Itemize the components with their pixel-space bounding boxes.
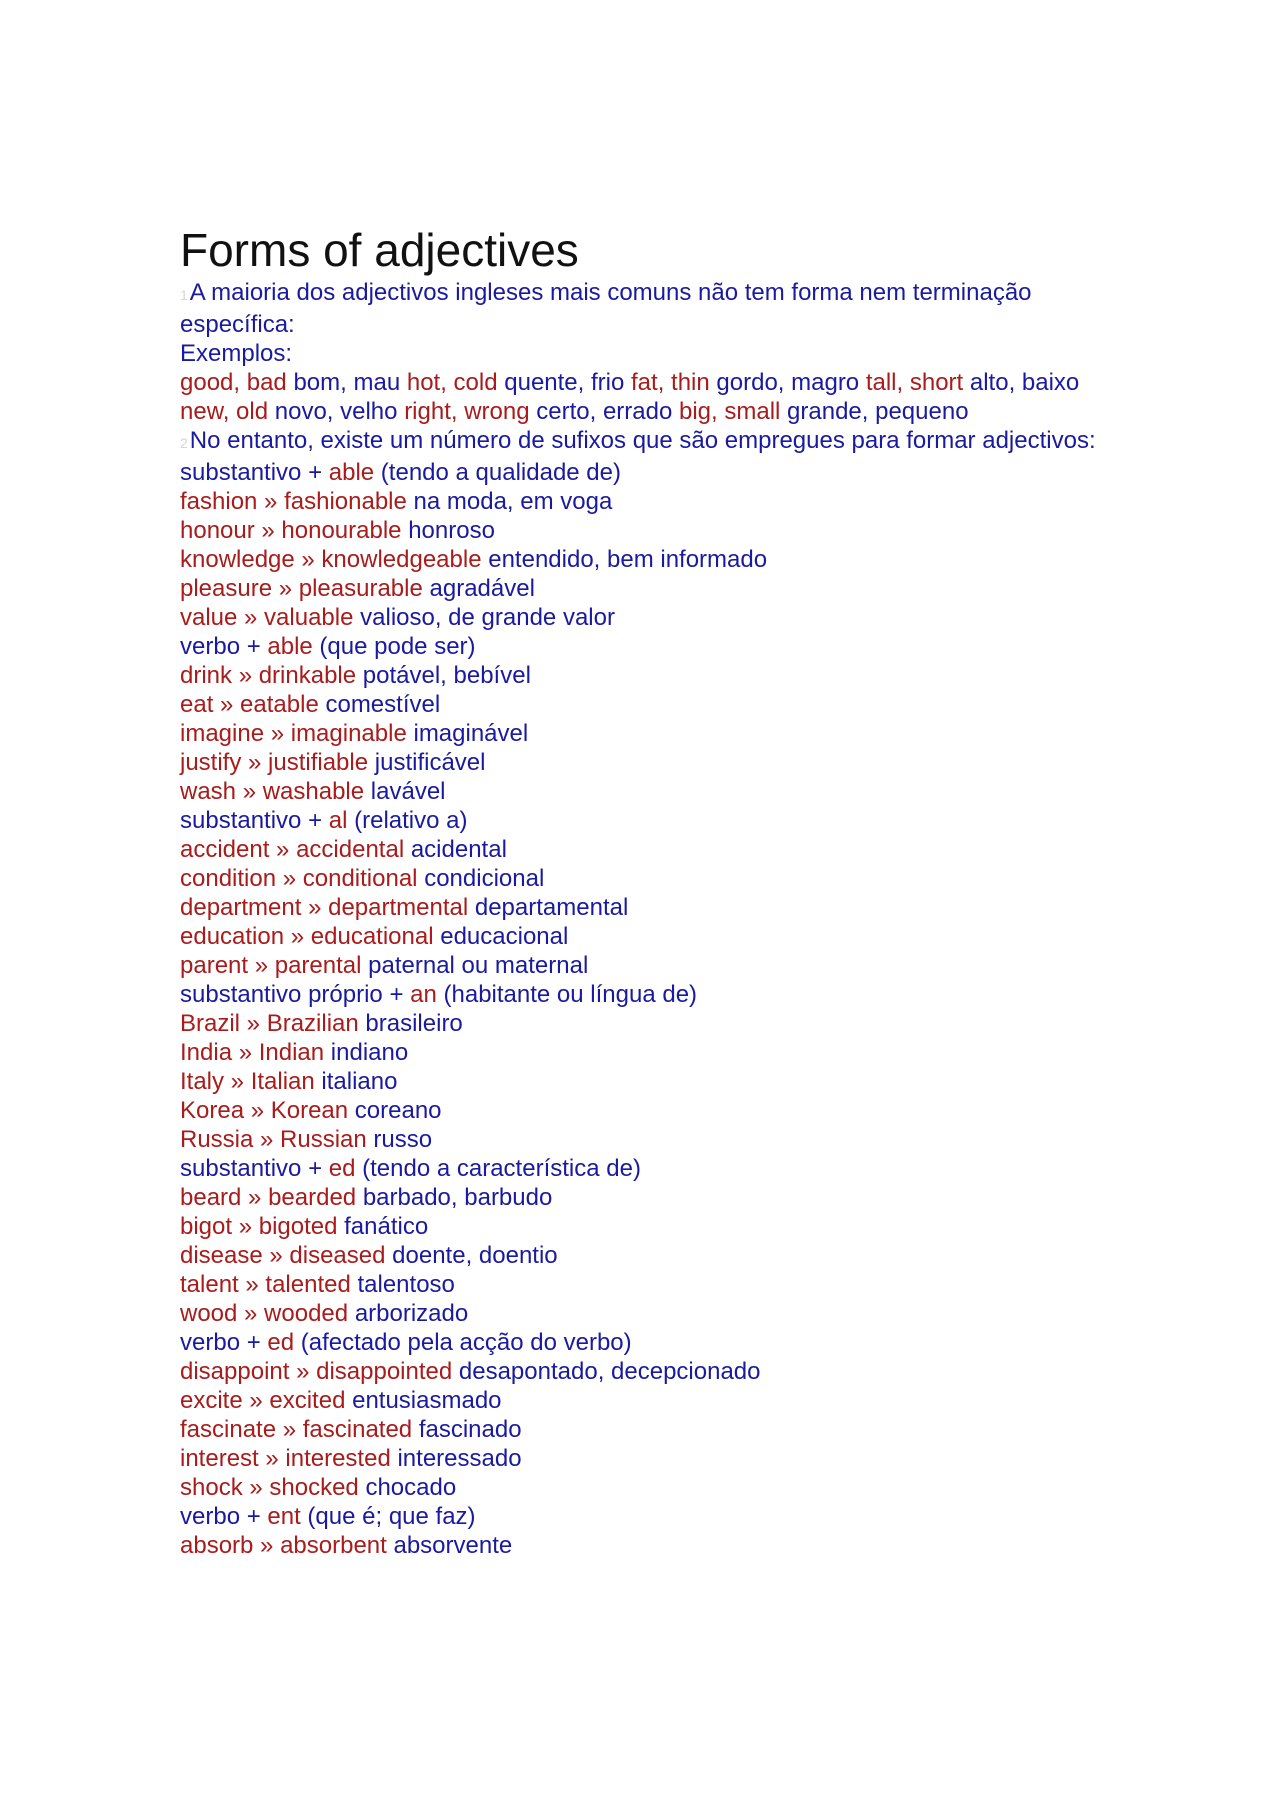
word-entry <box>180 1038 1120 1067</box>
entry-portuguese: absorvente <box>393 1532 513 1559</box>
word-entry <box>180 1386 1120 1415</box>
word-entry <box>180 1067 1120 1096</box>
entry-portuguese: acidental <box>410 836 507 863</box>
entry-english: eat » eatable <box>180 691 319 718</box>
entry-portuguese: lavável <box>370 778 446 805</box>
word-entry <box>180 922 1120 951</box>
note-text: No entanto, existe um número de sufixos que são empregues para formar adjectivos: <box>189 427 1096 454</box>
entry-english: shock » shocked <box>180 1474 359 1501</box>
entry-english: interest » interested <box>180 1445 391 1472</box>
entry-english: imagine » imaginable <box>180 720 407 747</box>
word-entry <box>180 516 1120 545</box>
word-entry <box>180 864 1120 893</box>
suffix-rule-heading <box>180 806 1120 835</box>
entry-english: pleasure » pleasurable <box>180 575 423 602</box>
rule-suffix: able <box>328 459 375 486</box>
entry-english: fashion » fashionable <box>180 488 407 515</box>
example-portuguese: quente, frio <box>504 369 625 396</box>
entry-english: accident » accidental <box>180 836 405 863</box>
entry-portuguese: potável, bebível <box>362 662 531 689</box>
word-entry <box>180 748 1120 777</box>
entry-english: wash » washable <box>180 778 365 805</box>
entry-portuguese: agradável <box>429 575 535 602</box>
word-entry <box>180 1415 1120 1444</box>
example-portuguese: gordo, magro <box>716 369 860 396</box>
entry-english: knowledge » knowledgeable <box>180 546 482 573</box>
word-entry <box>180 1473 1120 1502</box>
entry-portuguese: doente, doentio <box>392 1242 558 1269</box>
example-english: tall, short <box>865 369 964 396</box>
intro-text: A maioria dos adjectivos ingleses mais comuns não tem forma nem terminação específica: <box>180 279 1032 338</box>
entry-portuguese: russo <box>373 1126 433 1153</box>
word-entry <box>180 1183 1120 1212</box>
entry-portuguese: interessado <box>397 1445 522 1472</box>
rule-suffix: ed <box>267 1329 295 1356</box>
example-portuguese: alto, baixo <box>969 369 1080 396</box>
example-english: right, wrong <box>404 398 530 425</box>
entry-portuguese: talentoso <box>357 1271 455 1298</box>
entry-english: department » departmental <box>180 894 469 921</box>
entry-english: Korea » Korean <box>180 1097 349 1124</box>
rule-suffix: al <box>328 807 348 834</box>
example-portuguese: certo, errado <box>536 398 673 425</box>
word-entry <box>180 1270 1120 1299</box>
rule-suffix: ed <box>328 1155 356 1182</box>
word-entry <box>180 1357 1120 1386</box>
entry-english: honour » honourable <box>180 517 402 544</box>
example-english: fat, thin <box>631 369 710 396</box>
entry-portuguese: barbado, barbudo <box>362 1184 553 1211</box>
entry-english: fascinate » fascinated <box>180 1416 413 1443</box>
entry-english: India » Indian <box>180 1039 325 1066</box>
entry-portuguese: comestível <box>325 691 441 718</box>
rule-meaning: (que é; que faz) <box>300 1503 476 1530</box>
document-body <box>180 278 1120 1560</box>
entry-portuguese: imaginável <box>413 720 529 747</box>
entry-portuguese: honroso <box>408 517 495 544</box>
entry-portuguese: justificável <box>374 749 486 776</box>
rule-prefix: verbo + <box>180 1329 268 1356</box>
example-portuguese: grande, pequeno <box>787 398 969 425</box>
entry-english: condition » conditional <box>180 865 418 892</box>
suffix-rule-heading <box>180 1502 1120 1531</box>
entry-portuguese: arborizado <box>354 1300 469 1327</box>
word-entry <box>180 574 1120 603</box>
word-entry <box>180 951 1120 980</box>
page-title: Forms of adjectives <box>180 224 579 276</box>
rule-prefix: substantivo + <box>180 1155 329 1182</box>
rule-meaning: (afectado pela acção do verbo) <box>294 1329 632 1356</box>
entry-portuguese: chocado <box>365 1474 457 1501</box>
example-english: good, bad <box>180 369 287 396</box>
entry-portuguese: fanático <box>344 1213 429 1240</box>
rule-meaning: (tendo a qualidade de) <box>374 459 621 486</box>
rule-suffix: an <box>410 981 437 1008</box>
document-page <box>180 222 1120 1560</box>
rule-prefix: substantivo próprio + <box>180 981 411 1008</box>
paragraph-number: 2 <box>180 435 188 451</box>
word-entry <box>180 487 1120 516</box>
entry-english: wood » wooded <box>180 1300 349 1327</box>
word-entry <box>180 893 1120 922</box>
rule-suffix: able <box>267 633 313 660</box>
word-entry <box>180 1096 1120 1125</box>
intro-paragraph <box>180 278 1120 339</box>
entry-english: excite » excited <box>180 1387 346 1414</box>
word-entry <box>180 603 1120 632</box>
entry-portuguese: coreano <box>354 1097 442 1124</box>
suffix-rule-heading <box>180 1328 1120 1357</box>
entry-portuguese: italiano <box>321 1068 398 1095</box>
entry-portuguese: fascinado <box>418 1416 522 1443</box>
example-english: big, small <box>679 398 781 425</box>
example-portuguese: bom, mau <box>293 369 401 396</box>
entry-english: talent » talented <box>180 1271 351 1298</box>
example-english: hot, cold <box>406 369 498 396</box>
word-entry <box>180 1531 1120 1560</box>
entry-english: Brazil » Brazilian <box>180 1010 359 1037</box>
example-portuguese: novo, velho <box>274 398 398 425</box>
suffix-rule-heading <box>180 632 1120 661</box>
entry-english: Italy » Italian <box>180 1068 315 1095</box>
entry-english: value » valuable <box>180 604 354 631</box>
word-entry <box>180 1212 1120 1241</box>
example-english: new, old <box>180 398 269 425</box>
entry-portuguese: paternal ou maternal <box>368 952 589 979</box>
entry-english: bigot » bigoted <box>180 1213 338 1240</box>
note-paragraph <box>180 426 1120 458</box>
rule-meaning: (que pode ser) <box>312 633 476 660</box>
entry-english: beard » bearded <box>180 1184 357 1211</box>
word-entry <box>180 1299 1120 1328</box>
entry-english: absorb » absorbent <box>180 1532 387 1559</box>
word-entry <box>180 690 1120 719</box>
entry-portuguese: brasileiro <box>365 1010 463 1037</box>
entry-portuguese: indiano <box>330 1039 409 1066</box>
word-entry <box>180 545 1120 574</box>
word-entry <box>180 777 1120 806</box>
entry-portuguese: desapontado, decepcionado <box>458 1358 761 1385</box>
entry-english: disease » diseased <box>180 1242 386 1269</box>
entry-portuguese: educacional <box>440 923 569 950</box>
entry-english: education » educational <box>180 923 434 950</box>
rule-meaning: (relativo a) <box>347 807 468 834</box>
rule-prefix: verbo + <box>180 633 268 660</box>
examples-list <box>180 368 1120 426</box>
rule-prefix: substantivo + <box>180 807 329 834</box>
entry-portuguese: entusiasmado <box>352 1387 502 1414</box>
word-entry <box>180 1444 1120 1473</box>
word-entry <box>180 1241 1120 1270</box>
entry-portuguese: na moda, em voga <box>413 488 613 515</box>
word-entry <box>180 835 1120 864</box>
entry-portuguese: departamental <box>474 894 629 921</box>
examples-label: Exemplos: <box>180 340 293 367</box>
paragraph-number: 1 <box>180 287 188 303</box>
suffix-rule-heading <box>180 1154 1120 1183</box>
entry-portuguese: condicional <box>424 865 545 892</box>
entry-portuguese: valioso, de grande valor <box>360 604 615 631</box>
entry-english: drink » drinkable <box>180 662 357 689</box>
rule-meaning: (tendo a característica de) <box>355 1155 641 1182</box>
rule-prefix: verbo + <box>180 1503 268 1530</box>
word-entry <box>180 719 1120 748</box>
suffix-rule-heading <box>180 980 1120 1009</box>
entry-english: Russia » Russian <box>180 1126 367 1153</box>
word-entry <box>180 661 1120 690</box>
suffix-rule-heading <box>180 458 1120 487</box>
entry-english: justify » justifiable <box>180 749 369 776</box>
word-entry <box>180 1125 1120 1154</box>
word-entry <box>180 1009 1120 1038</box>
rule-meaning: (habitante ou língua de) <box>436 981 698 1008</box>
entry-english: disappoint » disappointed <box>180 1358 453 1385</box>
entry-portuguese: entendido, bem informado <box>488 546 768 573</box>
rule-suffix: ent <box>267 1503 301 1530</box>
rule-prefix: substantivo + <box>180 459 329 486</box>
entry-english: parent » parental <box>180 952 362 979</box>
suffix-list <box>180 458 1120 1560</box>
